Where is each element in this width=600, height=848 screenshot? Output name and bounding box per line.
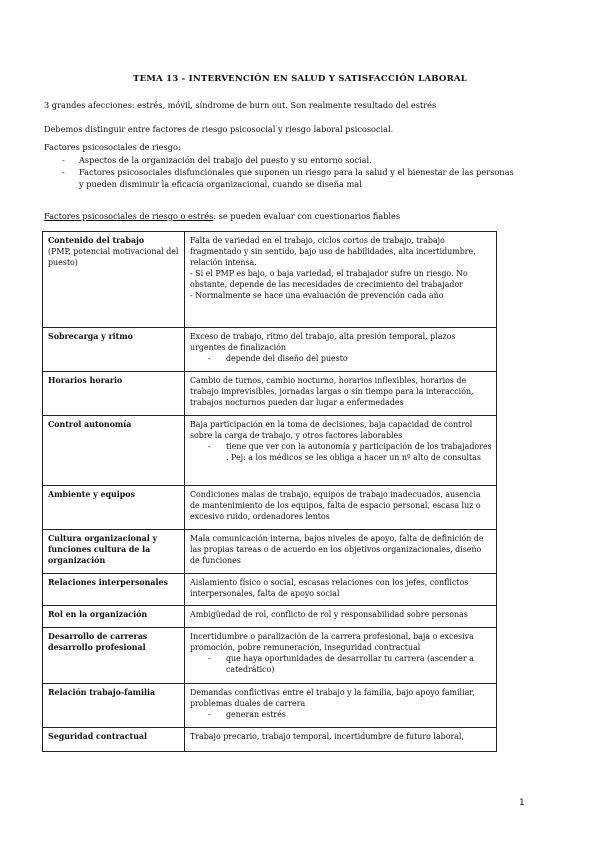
description-text: Aislamiento físico o social, escasas relaciones con los jefes, conflictos interpersonales, falta de apoyo social: [190, 578, 469, 598]
factor-name: Cultura organizacional y funciones cultura de la organización: [48, 534, 158, 565]
table-intro-rest: : se pueden evaluar con cuestionarios fiables: [213, 211, 401, 221]
factor-cell: [43, 574, 185, 606]
description-cell: [185, 232, 497, 328]
description-subitem: - tiene que ver con la autonomía y participación de los trabajadores . Pej: a los médicos se les obliga a hacer un nº alto de consultas: [190, 441, 492, 463]
table-intro-underlined: Factores psicosociales de riesgo o estrés: [44, 211, 214, 221]
description-text: - Normalmente se hace una evaluación de prevención cada año: [190, 291, 444, 300]
distinguish-paragraph: Debemos distinguir entre factores de riesgo psicosocial y riesgo laboral psicosocial.: [44, 124, 394, 134]
description-cell: [185, 574, 497, 606]
description-cell: [185, 530, 497, 574]
table-intro: [44, 210, 400, 222]
factor-name: Ambiente y equipos: [48, 490, 135, 499]
description-cell: [185, 416, 497, 486]
factor-name: Rol en la organización: [48, 610, 148, 619]
description-cell: [185, 606, 497, 628]
description-cell: [185, 328, 497, 372]
table-row: [43, 372, 497, 416]
factor-cell: [43, 232, 185, 328]
description-text: Trabajo precario, trabajo temporal, incertidumbre de futuro laboral,: [190, 732, 464, 741]
table-row: [43, 574, 497, 606]
factor-cell: [43, 416, 185, 486]
list-item: - Factores psicosociales disfuncionales que suponen un riesgo para la salud y el bienestar de las personas y pueden disminuir la eficacia organizacional, cuando se diseña mal: [60, 166, 515, 190]
table-row: [43, 232, 497, 328]
table-row: [43, 728, 497, 752]
description-text: Condiciones malas de trabajo, equipos de trabajo inadecuados, ausencia de mantenimiento de los equipos, falta de espacio personal, escasa luz o excesivo ruido, ordenadores lentos: [190, 490, 481, 521]
description-text: Mala comunicación interna, bajos niveles de apoyo, falta de definición de las propias tareas o de acuerdo en los objetivos organizacionales, diseño de funciones: [190, 534, 484, 565]
description-cell: [185, 628, 497, 684]
table-row: [43, 530, 497, 574]
description-cell: [185, 684, 497, 728]
table-row: [43, 684, 497, 728]
factor-cell: [43, 328, 185, 372]
factor-cell: [43, 530, 185, 574]
factor-cell: [43, 628, 185, 684]
description-cell: [185, 728, 497, 752]
factor-cell: [43, 684, 185, 728]
list-item: - Aspectos de la organización del trabajo del puesto y su entorno social.: [60, 154, 515, 166]
table-row: [43, 416, 497, 486]
description-text: Exceso de trabajo, ritmo del trabajo, alta presión temporal, plazos urgentes de finalización: [190, 332, 456, 352]
factor-cell: [43, 728, 185, 752]
description-text: Baja participación en la toma de decisiones, baja capacidad de control sobre la carga de trabajo, y otros factores laborables: [190, 420, 473, 440]
risk-factors-heading: Factores psicosociales de riesgo:: [44, 142, 181, 152]
description-text: Cambio de turnos, cambio nocturno, horarios inflexibles, horarios de trabajo imprevisibles, jornadas largas o sin tiempo para la interacción, trabajos nocturnos pueden dar lugar a enfermedades: [190, 376, 474, 407]
description-subitem: - que haya oportunidades de desarrollar tu carrera (ascender a catedrático): [190, 653, 492, 675]
factor-name: Contenido del trabajo: [48, 236, 145, 245]
page-title: TEMA 13 - INTERVENCIÓN EN SALUD Y SATISFACCIÓN LABORAL: [132, 74, 468, 84]
description-subitem: - depende del diseño del puesto: [190, 353, 492, 364]
table-row: [43, 606, 497, 628]
factor-name: Seguridad contractual: [48, 732, 148, 741]
factor-name: Control autonomía: [48, 420, 132, 429]
description-text: Falta de variedad en el trabajo, ciclos cortos de trabajo, trabajo fragmentado y sin sentido, bajo uso de habilidades, alta incertidumbre, relación intensa.: [190, 236, 476, 267]
factor-cell: [43, 486, 185, 530]
factor-name: Sobrecarga y ritmo: [48, 332, 133, 341]
factor-cell: [43, 606, 185, 628]
table-row: [43, 628, 497, 684]
description-cell: [185, 486, 497, 530]
factor-name: Horarios horario: [48, 376, 123, 385]
factor-cell: [43, 372, 185, 416]
risk-factors-list: [60, 154, 515, 190]
factor-name: Desarrollo de carreras desarrollo profesional: [48, 632, 148, 652]
description-subitem: - generan estrés: [190, 709, 492, 720]
description-cell: [185, 372, 497, 416]
factor-name: Relación trabajo-familia: [48, 688, 156, 697]
table-row: [43, 328, 497, 372]
description-text: Ambigüedad de rol, conflicto de rol y responsabilidad sobre personas: [190, 610, 468, 619]
factor-note: (PMP, potencial motivacional del puesto): [48, 247, 179, 267]
risk-factors-table: [42, 231, 497, 752]
description-text: Incertidumbre o paralización de la carrera profesional, baja o excesiva promoción, pobre remuneración, inseguridad contractual: [190, 632, 474, 652]
description-text: Demandas conflictivas entre el trabajo y la familia, bajo apoyo familiar, problemas duales de carrera: [190, 688, 475, 708]
factor-name: Relaciones interpersonales: [48, 578, 168, 587]
intro-paragraph: 3 grandes afecciones: estrés, móvil, síndrome de burn out. Son realmente resultado del estrés: [44, 100, 437, 110]
table-row: [43, 486, 497, 530]
description-text: - Si el PMP es bajo, o baja variedad, el trabajador sufre un riesgo. No obstante, depende de las necesidades de crecimiento del trabajador: [190, 269, 468, 289]
page-number: 1: [519, 798, 525, 808]
